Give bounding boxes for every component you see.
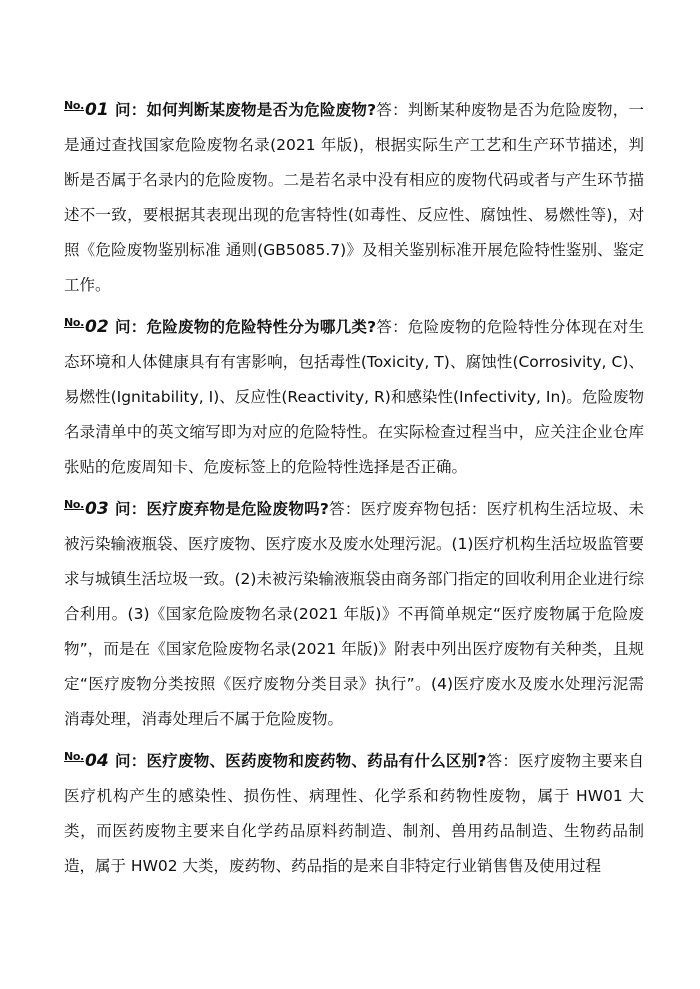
question-text: 问：如何判断某废物是否为危险废物? [114, 101, 377, 119]
question-number: 04 [85, 751, 109, 771]
answer-text: 答：医疗废物主要来自医疗机构产生的感染性、损伤性、病理性、化学系和药物性废物，属于 HW01 大类，而医药废物主要来自化学药品原料药制造、制剂、兽用药品制造、生物药品制造，属于 HW02 大类，废药物、药品指的是来自非特定行业销售售及使用过程 [64, 752, 644, 875]
question-text: 问：医疗废物、医药废物和废药物、药品有什么区别? [114, 752, 487, 770]
question-text: 问：医疗废弃物是危险废物吗? [114, 500, 329, 518]
qa-item-04 [64, 739, 644, 884]
document-body [64, 88, 644, 886]
number-prefix: No. [64, 498, 85, 511]
answer-text: 答：医疗废弃物包括：医疗机构生活垃圾、未被污染输液瓶袋、医疗废物、医疗废水及废水处理污泥。(1)医疗机构生活垃圾监管要求与城镇生活垃圾一致。(2)未被污染输液瓶袋由商务部门指定的回收利用企业进行综合利用。(3)《国家危险废物名录(2021 年版)》不再简单规定“医疗废物属于危险废物”，而是在《国家危险废物名录(2021 年版)》附表中列出医疗废物有关种类，且规定“医疗废物分类按照《医疗废物分类目录》执行”。(4)医疗废水及废水处理污泥需消毒处理，消毒处理后不属于危险废物。 [64, 500, 644, 728]
number-prefix: No. [64, 750, 85, 763]
qa-item-02 [64, 305, 644, 485]
question-number: 02 [85, 317, 109, 337]
qa-item-03 [64, 487, 644, 737]
question-number: 01 [85, 100, 109, 120]
answer-text: 答：判断某种废物是否为危险废物，一是通过查找国家危险废物名录(2021 年版)，根据实际生产工艺和生产环节描述，判断是否属于名录内的危险废物。二是若名录中没有相应的废物代码或者与产生环节描述不一致，要根据其表现出现的危害特性(如毒性、反应性、腐蚀性、易燃性等)，对照《危险废物鉴别标准 通则(GB5085.7)》及相关鉴别标准开展危险特性鉴别、鉴定工作。 [64, 101, 644, 294]
answer-text: 答：危险废物的危险特性分体现在对生态环境和人体健康具有有害影响，包括毒性(Toxicity, T)、腐蚀性(Corrosivity, C)、易燃性(Ignitability, I)、反应性(Reactivity, R)和感染性(Infectivity, In)。危险废物名录清单中的英文缩写即为对应的危险特性。在实际检查过程当中，应关注企业仓库张贴的危废周知卡、危废标签上的危险特性选择是否正确。 [64, 318, 644, 476]
number-prefix: No. [64, 316, 85, 329]
qa-item-01 [64, 88, 644, 303]
question-text: 问：危险废物的危险特性分为哪几类? [114, 318, 377, 336]
question-number: 03 [85, 499, 109, 519]
number-prefix: No. [64, 99, 85, 112]
